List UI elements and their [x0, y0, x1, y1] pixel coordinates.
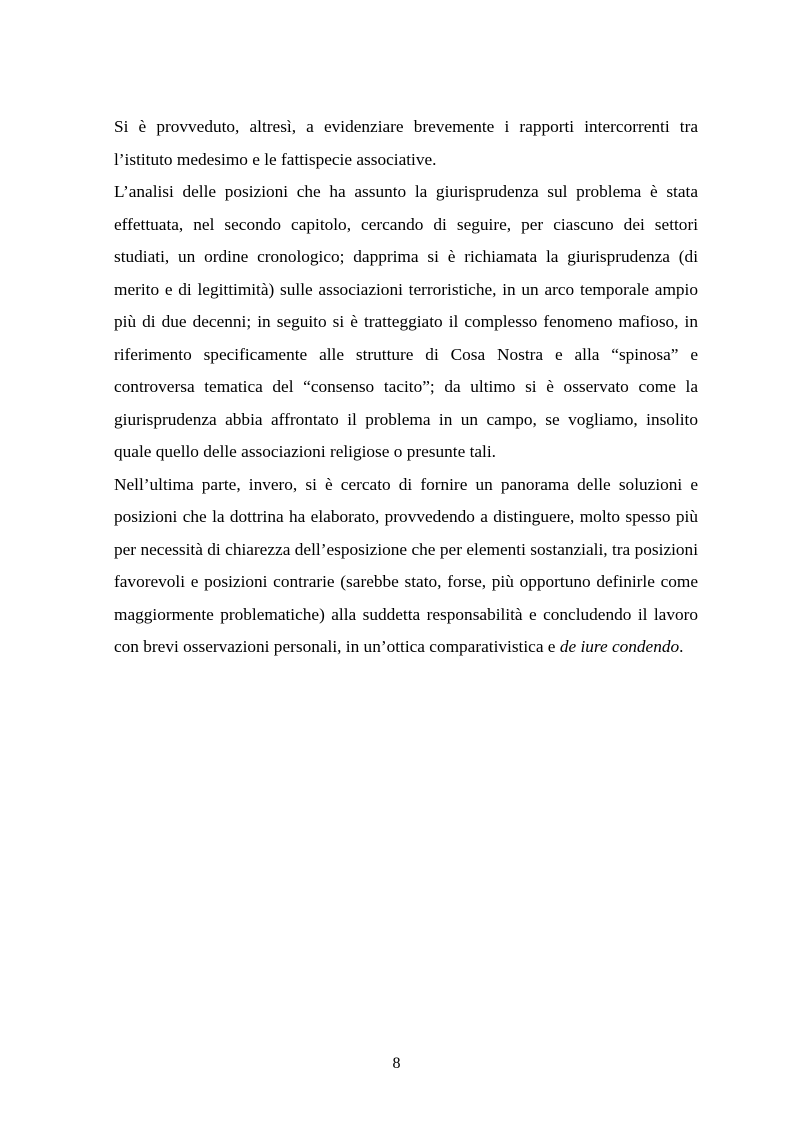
paragraph-1-text: Si è provveduto, altresì, a evidenziare brevemente i rapporti intercorrenti tra l’istituto medesimo e le fattispecie associative.: [114, 117, 698, 169]
latin-phrase: de iure condendo: [559, 637, 680, 656]
paragraph-2-text: L’analisi delle posizioni che ha assunto la giurisprudenza sul problema è stata effettuata, nel secondo capitolo, cercando di seguire, per ciascuno dei settori studiati, un ordine cronologico; dapprima si è richiamata la giurisprudenza (di merito e di legittimità) sulle associazioni terroristiche, in un arco temporale ampio più di due decenni; in seguito si è tratteggiato il complesso fenomeno mafioso, in riferimento specificamente alle strutture di Cosa Nostra e alla “spinosa” e controversa tematica del “consenso tacito”; da ultimo si è osservato come la giurisprudenza abbia affrontato il problema in un campo, se vogliamo, insolito quale quello delle associazioni religiose o presunte tali.: [114, 182, 698, 461]
paragraph-2: [114, 176, 698, 469]
page-number: 8: [392, 1055, 401, 1072]
paragraph-3-tail: .: [679, 637, 684, 656]
paragraph-3-text: Nell’ultima parte, invero, si è cercato di fornire un panorama delle soluzioni e posizioni che la dottrina ha elaborato, provvedendo a distinguere, molto spesso più per necessità di chiarezza dell’esposizione che per elementi sostanziali, tra posizioni favorevoli e posizioni contrarie (sarebbe stato, forse, più opportuno definirle come maggiormente problematiche) alla suddetta responsabilità e concludendo il lavoro con brevi osservazioni personali, in un’ottica comparativistica e: [114, 474, 698, 656]
paragraph-3: [114, 469, 698, 664]
body-text: [114, 111, 698, 664]
paragraph-1: [114, 111, 698, 176]
